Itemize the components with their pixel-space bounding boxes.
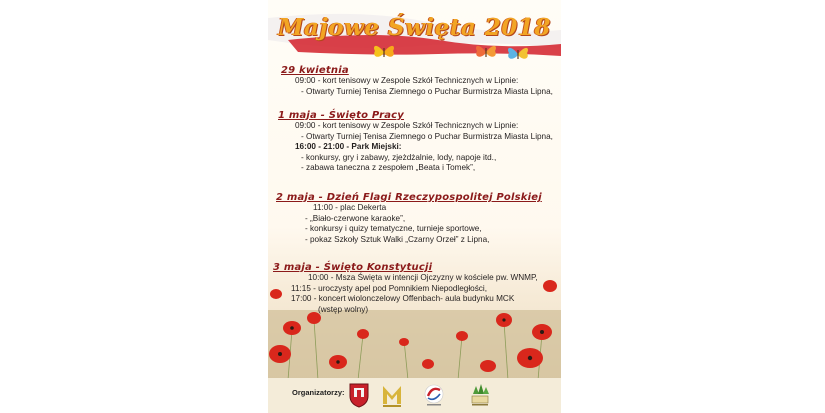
coat-of-arms-icon [348,382,370,408]
schedule-line: - Otwarty Turniej Tenisa Ziemnego o Puchar Burmistrza Miasta Lipna, [301,86,553,96]
section-may-1 [268,111,561,173]
swirl-logo-icon [423,382,445,408]
schedule-line: - pokaz Szkoły Sztuk Walki „Czarny Orzeł” z Lipna, [305,234,490,244]
organizers-label: Organizatorzy: [292,388,345,397]
poster-title: Majowe Święta 2018 [278,14,551,41]
schedule-line: - konkursy, gry i zabawy, zjeżdżalnie, lody, napoje itd., [301,152,497,162]
schedule-line: (wstęp wolny) [318,304,369,314]
event-poster [268,0,561,413]
butterfly-icon [474,42,498,62]
schedule-line: - zabawa taneczna z zespołem „Beata i Tomek”, [301,163,476,173]
section-april-29 [268,66,561,97]
schedule-line: - Otwarty Turniej Tenisa Ziemnego o Puchar Burmistrza Miasta Lipna, [301,131,553,141]
section-may-2 [268,193,561,245]
schedule-line: 16:00 - 21:00 - Park Miejski: [295,142,402,152]
butterfly-icon [372,42,396,62]
schedule-line: 09:00 - kort tenisowy w Zespole Szkół Technicznych w Lipnie: [295,121,519,131]
letter-m-logo-icon [381,382,403,408]
section-heading: 1 maja - Święto Pracy [278,110,405,121]
schedule-line: 11:00 - plac Dekerta [313,203,387,213]
schedule-line: 09:00 - kort tenisowy w Zespole Szkół Technicznych w Lipnie: [295,76,519,86]
section-heading: 2 maja - Dzień Flagi Rzeczypospolitej Polskiej [276,192,542,203]
schedule-line: - konkursy i quizy tematyczne, turnieje sportowe, [305,224,482,234]
organizers-footer [268,378,561,413]
section-heading: 3 maja - Święto Konstytucji [273,262,433,273]
schedule-line: 10:00 - Msza Święta w intencji Ojczyzny w kościele pw. WNMP, [308,273,538,283]
trees-logo-icon [469,382,491,408]
section-may-3 [268,263,561,315]
section-heading: 29 kwietnia [281,65,349,76]
schedule-line: 11:15 - uroczysty apel pod Pomnikiem Niepodległości, [291,283,487,293]
schedule-line: - „Biało-czerwone karaoke”, [305,213,406,223]
schedule-line: 17:00 - koncert wiolonczelowy Offenbach- aula budynku MCK [291,294,515,304]
butterfly-icon [506,44,530,64]
